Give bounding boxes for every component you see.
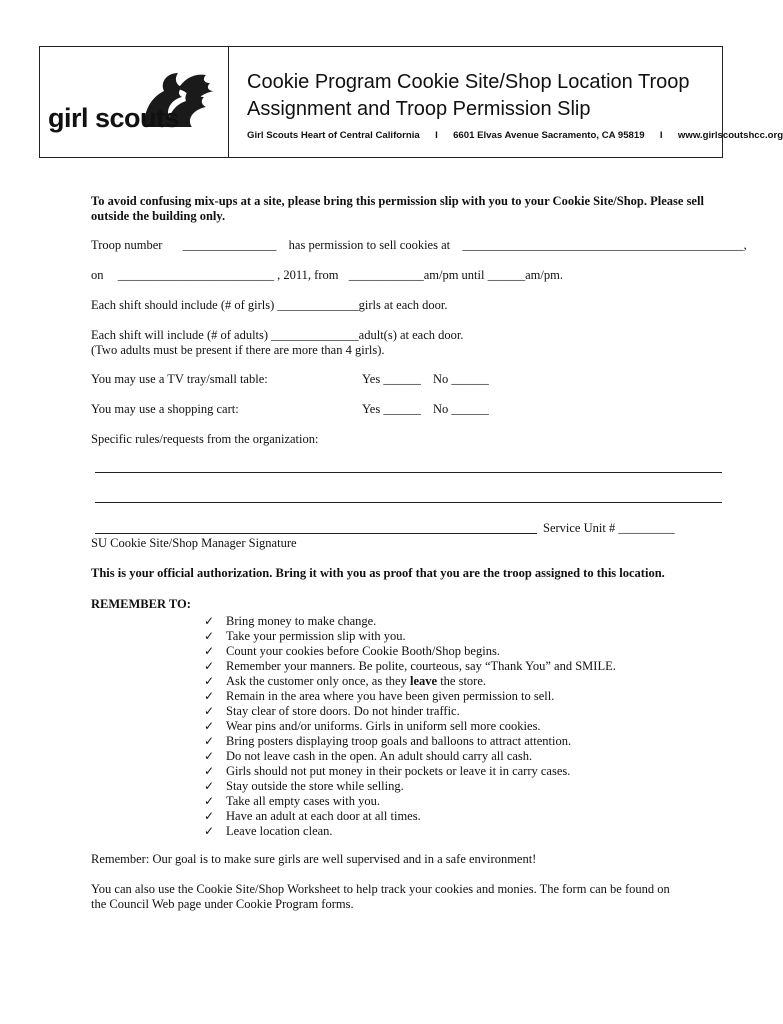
checkmark-icon: ✓: [204, 764, 215, 778]
on-label: on: [91, 268, 104, 282]
checkmark-icon: ✓: [204, 659, 215, 673]
header-box: [39, 46, 783, 158]
checkmark-icon: ✓: [204, 809, 215, 823]
tv-tray-label: You may use a TV tray/small table:: [91, 372, 268, 386]
adults-label: Each shift will include (# of adults): [91, 328, 269, 342]
list-item: ✓ Stay clear of store doors. Do not hinder traffic.: [204, 704, 460, 718]
ampm-label: am/pm.: [525, 268, 563, 282]
goal-text: Remember: Our goal is to make sure girls are well supervised and in a safe environment!: [91, 852, 537, 866]
intro-text: To avoid confusing mix-ups at a site, please bring this permission slip with you to your Cookie Site/Shop. Please sell outside the building only.: [91, 194, 704, 223]
checkmark-icon: ✓: [204, 629, 215, 643]
page-title: Cookie Program Cookie Site/Shop Location Troop Assignment and Troop Permission Slip: [247, 71, 690, 120]
girls-suffix: girls at each door.: [358, 298, 448, 312]
list-item: ✓ Wear pins and/or uniforms. Girls in uniform sell more cookies.: [204, 719, 541, 733]
org-website: www.girlscoutshcc.org: [677, 130, 783, 141]
girls-count-field[interactable]: _____________: [277, 298, 359, 312]
troop-line: [91, 238, 747, 253]
tv-tray-no-field[interactable]: No ______: [433, 372, 489, 386]
signature-line[interactable]: [95, 533, 537, 534]
troop-number-field[interactable]: _______________: [182, 238, 277, 252]
service-unit-field[interactable]: Service Unit # _________: [543, 521, 675, 535]
checkmark-icon: ✓: [204, 749, 215, 763]
adults-note: (Two adults must be present if there are more than 4 girls).: [91, 343, 385, 357]
permission-label: has permission to sell cookies at: [288, 238, 451, 252]
checkmark-icon: ✓: [204, 614, 215, 628]
org-contact-line: [247, 130, 783, 141]
site-location-field[interactable]: _____________________________________________,: [462, 238, 747, 252]
girls-label: Each shift should include (# of girls): [91, 298, 275, 312]
checkmark-icon: ✓: [204, 689, 215, 703]
list-item: ✓ Remain in the area where you have been given permission to sell.: [204, 689, 555, 703]
checkmark-icon: ✓: [204, 779, 215, 793]
worksheet-text-line-1: You can also use the Cookie Site/Shop Worksheet to help track your cookies and monies. The form can be found on: [91, 882, 670, 896]
authorization-text: This is your official authorization. Bring it with you as proof that you are the troop assigned to this location.: [91, 566, 665, 580]
checkmark-icon: ✓: [204, 794, 215, 808]
until-label: am/pm until: [423, 268, 485, 282]
header-divider: [228, 47, 229, 157]
list-item: ✓ Bring money to make change.: [204, 614, 377, 628]
separator: I: [659, 130, 663, 141]
separator: I: [435, 130, 438, 141]
checkmark-icon: ✓: [204, 674, 215, 688]
org-address: 6601 Elvas Avenue Sacramento, CA 95819: [453, 130, 645, 141]
list-item: ✓ Bring posters displaying troop goals and balloons to attract attention.: [204, 734, 572, 748]
list-item: ✓ Girls should not put money in their pockets or leave it in carry cases.: [204, 764, 571, 778]
cart-label: You may use a shopping cart:: [91, 402, 239, 416]
from-time-field[interactable]: ____________: [348, 268, 424, 282]
cart-no-field[interactable]: No ______: [433, 402, 489, 416]
checkmark-icon: ✓: [204, 824, 215, 838]
date-field[interactable]: _________________________: [117, 268, 274, 282]
checkmark-icon: ✓: [204, 734, 215, 748]
list-item: ✓ Take all empty cases with you.: [204, 794, 380, 808]
date-line: [91, 268, 563, 283]
year-from-label: , 2011, from: [277, 268, 339, 282]
adults-suffix: adult(s) at each door.: [358, 328, 464, 342]
list-item: ✓ Remember your manners. Be polite, courteous, say “Thank You” and SMILE.: [204, 659, 616, 673]
signature-label: SU Cookie Site/Shop Manager Signature: [91, 536, 297, 550]
cart-yes-field[interactable]: Yes ______: [362, 402, 421, 416]
rules-line-1[interactable]: [95, 472, 722, 473]
troop-number-label: Troop number: [91, 238, 163, 252]
checkmark-icon: ✓: [204, 644, 215, 658]
rules-line-2[interactable]: [95, 502, 722, 503]
list-item: ✓ Ask the customer only once, as they leave the store.: [204, 674, 487, 688]
girls-line: [91, 298, 448, 313]
tv-tray-yes-field[interactable]: Yes ______: [362, 372, 421, 386]
list-item: ✓ Stay outside the store while selling.: [204, 779, 404, 793]
list-item: ✓ Have an adult at each door at all times.: [204, 809, 421, 823]
checkmark-icon: ✓: [204, 704, 215, 718]
remember-heading: REMEMBER TO:: [91, 597, 191, 611]
rules-label: Specific rules/requests from the organization:: [91, 432, 319, 446]
adults-line: [91, 328, 464, 343]
list-item: ✓ Take your permission slip with you.: [204, 629, 406, 643]
list-item: ✓ Do not leave cash in the open. An adult should carry all cash.: [204, 749, 533, 763]
until-time-field[interactable]: ______: [487, 268, 526, 282]
list-item: ✓ Leave location clean.: [204, 824, 333, 838]
adults-count-field[interactable]: ______________: [271, 328, 359, 342]
list-item: ✓ Count your cookies before Cookie Booth/Shop begins.: [204, 644, 500, 658]
org-name: Girl Scouts Heart of Central California: [247, 130, 420, 141]
girl-scouts-logo: girl scouts: [48, 103, 180, 133]
worksheet-text-line-2: the Council Web page under Cookie Program forms.: [91, 897, 354, 911]
checkmark-icon: ✓: [204, 719, 215, 733]
